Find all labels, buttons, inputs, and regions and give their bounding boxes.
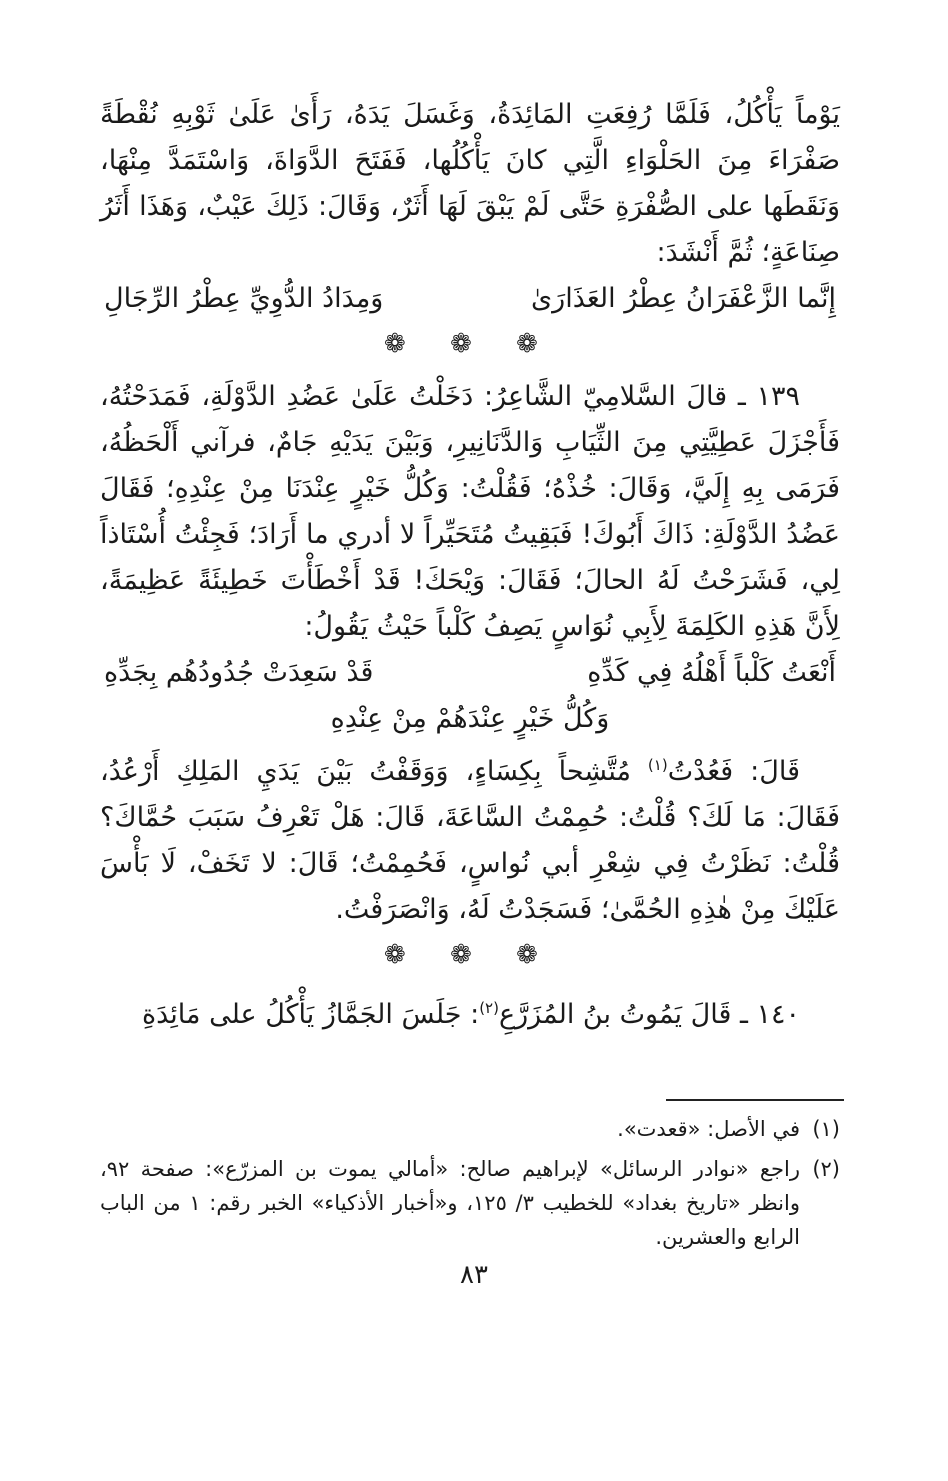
footnote-1	[100, 1112, 840, 1146]
paragraph-2: ١٣٩ ـ قالَ السَّلامِيّ الشَّاعِرُ: دَخَلْتُ عَلَىٰ عَضُدِ الدَّوْلَةِ، فَمَدَحْتُهُ، فَأَجْزَلَ عَطِيَّتِي مِنَ الثِّيَابِ وَالدَّنَانِيرِ، وَبَيْنَ يَدَيْهِ جَامٌ، فرآني أَلْحَظُهُ، فَرَمَى بِهِ إِلَيَّ، وَقَالَ: خُذْهُ؛ فَقُلْتُ: وَكُلُّ خَيْرٍ عِنْدَنَا مِنْ عِنْدِهِ؛ فَقَالَ عَضُدُ الدَّوْلَةِ: ذَاكَ أَبُوكَ! فَبَقِيتُ مُتَحَيِّراً لا أدري ما أَرَادَ؛ فَجِئْتُ أُسْتَاذاً لِي، فَشَرَحْتُ لَهُ الحالَ؛ فَقَالَ: وَيْحَكَ! قَدْ أَخْطَأْتَ خَطِيئَةً عَظِيمَةً، لِأَنَّ هَذِهِ الكَلِمَةَ لِأَبِي نُوَاسٍ يَصِفُ كَلْباً حَيْثُ يَقُولُ:	[100, 381, 840, 642]
verse-1	[100, 276, 840, 322]
section-ornament-2: ❁ ❁ ❁	[384, 940, 556, 970]
paragraph-3-text-start: قَالَ: فَعُدْتُ	[667, 756, 801, 787]
paragraph-4	[100, 985, 840, 1038]
verse-2-third-line: وَكُلُّ خَيْرٍ عِنْدَهُمْ مِنْ عِنْدِهِ	[330, 703, 610, 734]
paragraph-4-text-start: ١٤٠ ـ قَالَ يَمُوتُ بنُ المُزَرَّعِ	[498, 999, 800, 1030]
footnote-1-number: (١)	[812, 1117, 840, 1141]
verse-1-second-hemistich: وَمِدَادُ الدُّوِيِّ عِطْرُ الرِّجَالِ	[104, 283, 384, 314]
verse-2-first-hemistich: أَنْعَتُ كَلْباً أَهْلُهُ فِي كَدِّهِ	[587, 657, 836, 688]
footnote-1-text: في الأصل: «قعدت».	[617, 1117, 800, 1141]
paragraph-4-text-end: : جَلَسَ الجَمَّازُ يَأْكُلُ على مَائِدَةِ	[141, 999, 480, 1030]
paragraph-3	[100, 742, 840, 933]
footnote-divider	[666, 1099, 844, 1101]
verse-2	[100, 650, 840, 696]
page-number: ٨٣	[460, 1260, 488, 1290]
footnote-ref-2: (٢)	[479, 999, 499, 1017]
footnote-2-text: راجع «نوادر الرسائل» لإبراهيم صالح: «أمالي يموت بن المزرّع»: صفحة ٩٢، وانظر «تاريخ بغداد» للخطيب ٣/ ١٢٥، و«أخبار الأذكياء» الخبر رقم: ١ من الباب الرابع والعشرين.	[100, 1157, 800, 1249]
verse-1-first-hemistich: إِنَّما الزَّعْفَرَانُ عِطْرُ العَذَارَىٰ	[531, 283, 836, 314]
page-body	[100, 92, 840, 1038]
footnote-2	[100, 1152, 840, 1254]
paragraph-3-text-end: مُتَّشِحاً بِكِسَاءٍ، وَوَقَفْتُ بَيْنَ يَدَيِ المَلِكِ أَرْعُدُ، فَقَالَ: مَا لَكَ؟ قُلْتُ: حُمِمْتُ السَّاعَةَ، قَالَ: هَلْ تَعْرِفُ سَبَبَ حُمَّاكَ؟ قُلْتُ: نَظَرْتُ فِي شِعْرِ أبي نُواسٍ، فَحُمِمْتُ؛ قَالَ: لا تَخَفْ، لَا بَأْسَ عَلَيْكَ مِنْ هٰذِهِ الحُمَّىٰ؛ فَسَجَدْتُ لَهُ، وَانْصَرَفْتُ.	[100, 756, 840, 925]
footnotes	[100, 1112, 840, 1260]
section-ornament-1: ❁ ❁ ❁	[384, 329, 556, 359]
footnote-2-number: (٢)	[812, 1157, 840, 1181]
footnote-ref-1: (١)	[647, 756, 668, 774]
paragraph-1: يَوْماً يَأْكُلُ، فَلَمَّا رُفِعَتِ المَائِدَةُ، وَغَسَلَ يَدَهُ، رَأَىٰ عَلَىٰ ثَوْبِهِ نُقْطَةً صَفْرَاءَ مِنَ الحَلْوَاءِ الَّتِي كانَ يَأْكُلُها، فَفَتَحَ الدَّوَاةَ، وَاسْتَمَدَّ مِنْهَا، وَنَقَطَها على الصُّفْرَةِ حَتَّى لَمْ يَبْقَ لَهَا أَثَرٌ، وَقَالَ: ذَلِكَ عَيْبٌ، وَهَذَا أَثَرُ صِنَاعَةٍ؛ ثُمَّ أَنْشَدَ:	[100, 99, 840, 268]
verse-2-second-hemistich: قَدْ سَعِدَتْ جُدُودُهُم بِجَدِّهِ	[104, 657, 374, 688]
